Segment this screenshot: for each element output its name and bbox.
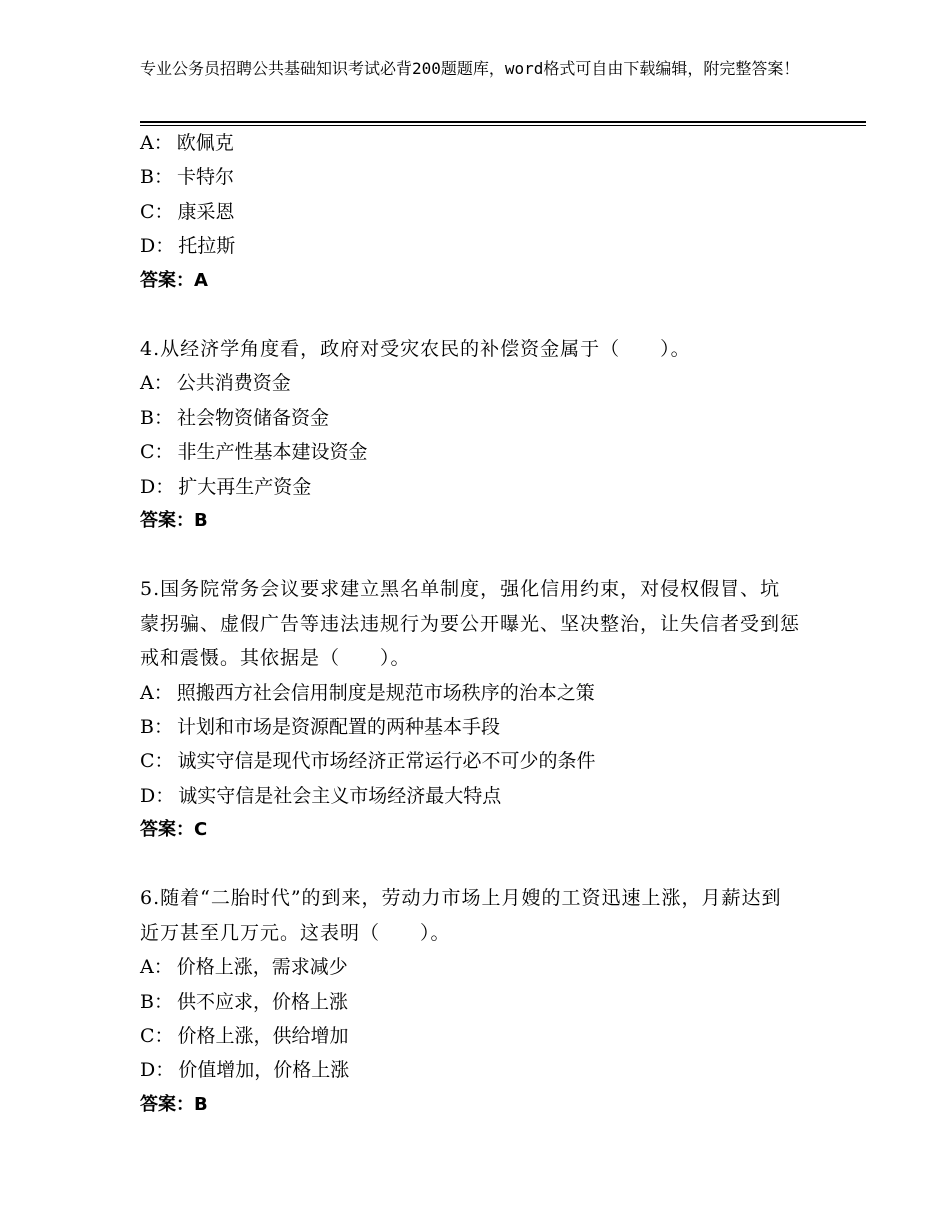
spacer <box>140 538 820 572</box>
option-c <box>140 195 820 229</box>
option-letter: C： <box>140 200 174 223</box>
option-letter: A： <box>140 681 173 704</box>
question-3 <box>140 126 820 298</box>
question-5 <box>140 572 820 847</box>
option-letter: A： <box>140 372 173 395</box>
option-letter: B： <box>140 166 173 189</box>
option-letter: D： <box>140 1059 175 1082</box>
option-letter: D： <box>140 784 175 807</box>
option-letter: A： <box>140 956 173 979</box>
option-a <box>140 950 820 984</box>
option-letter: B： <box>140 715 173 738</box>
option-a <box>140 366 820 400</box>
option-a <box>140 676 820 710</box>
option-text: 价格上涨，需求减少 <box>176 956 348 979</box>
option-letter: D： <box>140 235 175 258</box>
option-text: 照搬西方社会信用制度是规范市场秩序的治本之策 <box>176 681 595 704</box>
option-text: 社会物资储备资金 <box>176 406 329 429</box>
answer-line: 答案：B <box>140 509 208 531</box>
option-letter: B： <box>140 990 173 1013</box>
option-b <box>140 401 820 435</box>
question-6 <box>140 881 820 1122</box>
option-text: 卡特尔 <box>176 166 234 189</box>
answer-line: 答案：B <box>140 1093 208 1115</box>
option-a <box>140 126 820 160</box>
question-stem: 5.国务院常务会议要求建立黑名单制度，强化信用约束，对侵权假冒、坑蒙拐骗、虚假广告等违法违规行为要公开曝光、坚决整治，让失信者受到惩戒和震慑。其依据是（ ）。 <box>140 578 801 670</box>
option-b <box>140 985 820 1019</box>
option-d <box>140 1053 820 1087</box>
question-list <box>140 126 820 1122</box>
answer-line: 答案：A <box>140 269 208 291</box>
question-stem: 6.随着“二胎时代”的到来，劳动力市场上月嫂的工资迅速上涨，月薪达到近万甚至几万元。这表明（ ）。 <box>140 887 782 944</box>
question-4 <box>140 332 820 538</box>
option-letter: B： <box>140 406 173 429</box>
option-d <box>140 779 820 813</box>
option-d <box>140 470 820 504</box>
option-text: 非生产性基本建设资金 <box>177 441 368 464</box>
option-c <box>140 744 820 778</box>
option-letter: A： <box>140 132 173 154</box>
spacer <box>140 298 820 332</box>
option-text: 诚实守信是社会主义市场经济最大特点 <box>178 784 502 807</box>
option-c <box>140 435 820 469</box>
option-text: 价格上涨，供给增加 <box>177 1025 349 1048</box>
option-text: 康采恩 <box>177 200 235 223</box>
option-text: 欧佩克 <box>176 132 234 154</box>
option-letter: C： <box>140 1025 174 1048</box>
option-text: 托拉斯 <box>178 235 236 258</box>
option-letter: C： <box>140 750 174 773</box>
option-text: 公共消费资金 <box>176 372 291 395</box>
document-header: 专业公务员招聘公共基础知识考试必背200题题库，word格式可自由下载编辑，附完整答案！ <box>140 59 800 78</box>
header-rule-thick <box>140 121 866 123</box>
option-d <box>140 229 820 263</box>
option-b <box>140 160 820 194</box>
option-c <box>140 1019 820 1053</box>
option-text: 计划和市场是资源配置的两种基本手段 <box>176 715 500 738</box>
option-text: 扩大再生产资金 <box>178 475 312 498</box>
option-text: 供不应求，价格上涨 <box>176 990 348 1013</box>
question-stem: 4.从经济学角度看，政府对受灾农民的补偿资金属于（ ）。 <box>140 337 691 360</box>
option-b <box>140 710 820 744</box>
option-text: 诚实守信是现代市场经济正常运行必不可少的条件 <box>177 750 596 773</box>
answer-line: 答案：C <box>140 819 208 841</box>
option-letter: C： <box>140 441 174 464</box>
option-text: 价值增加，价格上涨 <box>178 1059 350 1082</box>
spacer <box>140 847 820 881</box>
option-letter: D： <box>140 475 175 498</box>
